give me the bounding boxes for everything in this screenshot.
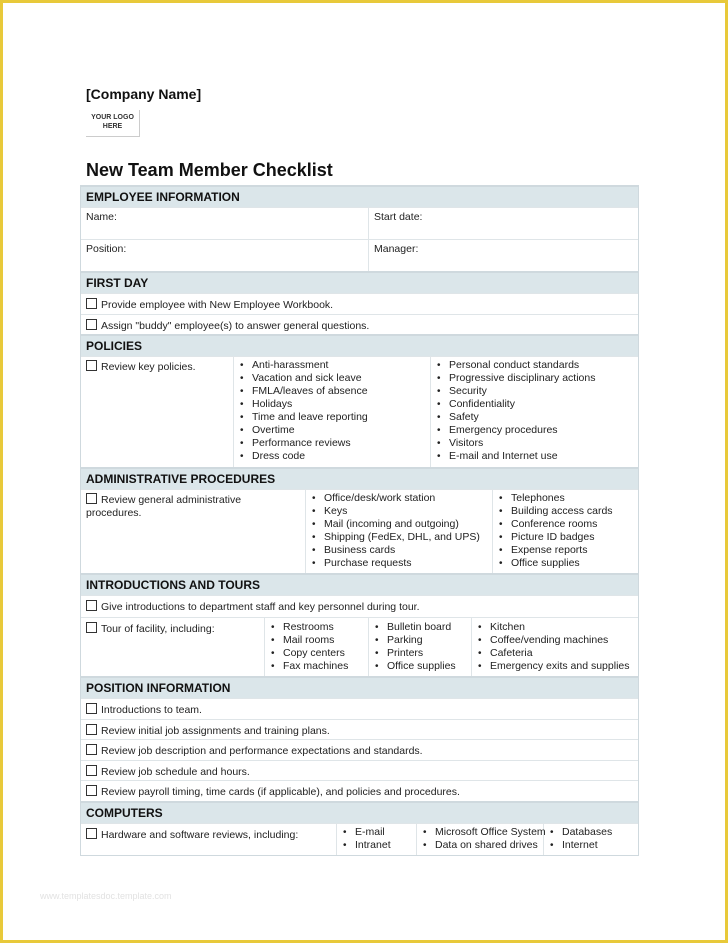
company-name: [Company Name] [86, 86, 202, 102]
tour-list-3 [471, 618, 638, 676]
list-item: • Conference rooms [497, 518, 634, 531]
list-item: • E-mail and Internet use [435, 450, 634, 463]
name-label: Name: [86, 211, 117, 223]
list-item: • Keys [310, 505, 488, 518]
list-item: • Intranet [341, 839, 412, 852]
checkbox[interactable] [86, 600, 97, 611]
list-item: • Picture ID badges [497, 531, 634, 544]
list-item: • Mail rooms [269, 634, 364, 647]
list-item: • Purchase requests [310, 557, 488, 570]
list-item: • Parking [373, 634, 467, 647]
list-item [81, 315, 638, 335]
task-label: Review initial job assignments and training plans. [101, 724, 330, 737]
checkbox[interactable] [86, 319, 97, 330]
task-label: Tour of facility, including: [101, 623, 215, 635]
checkbox[interactable] [86, 744, 97, 755]
list-item [81, 596, 638, 617]
list-item: • Microsoft Office System [421, 826, 539, 839]
list-item: • Business cards [310, 544, 488, 557]
list-item: • Confidentiality [435, 398, 634, 411]
task-label: Give introductions to department staff and key personnel during tour. [101, 601, 420, 613]
list-item [81, 761, 638, 781]
section-employee-information: EMPLOYEE INFORMATION [81, 185, 638, 207]
checklist-table [80, 185, 639, 856]
list-item: • Progressive disciplinary actions [435, 372, 634, 385]
position-label: Position: [86, 243, 127, 255]
admin-list-2 [492, 490, 638, 573]
tour-list-1 [264, 618, 368, 676]
checkbox[interactable] [86, 298, 97, 309]
task-label: Hardware and software reviews, including: [101, 828, 299, 841]
list-item: • Internet [548, 839, 634, 852]
list-item: • Restrooms [269, 621, 364, 634]
list-item: • Time and leave reporting [238, 411, 426, 424]
section-introductions-and-tours: INTRODUCTIONS AND TOURS [81, 573, 638, 595]
checkbox[interactable] [86, 622, 97, 633]
list-item: • Bulletin board [373, 621, 467, 634]
list-item: • Cafeteria [476, 647, 634, 660]
list-item: • Databases [548, 826, 634, 839]
list-item: • Visitors [435, 437, 634, 450]
name-field[interactable] [81, 208, 368, 239]
list-item: • Office supplies [373, 660, 467, 673]
footer-watermark: www.templatesdoc.template.com [40, 891, 172, 901]
list-item: • Expense reports [497, 544, 634, 557]
checkbox[interactable] [86, 828, 97, 839]
list-item: • Dress code [238, 450, 426, 463]
checkbox[interactable] [86, 765, 97, 776]
computers-list-2 [416, 824, 546, 855]
list-item: • Holidays [238, 398, 426, 411]
list-item: • Emergency procedures [435, 424, 634, 437]
logo-placeholder: YOUR LOGO HERE [86, 110, 140, 137]
task-label: Introductions to team. [101, 704, 202, 716]
task-label-cont: procedures. [86, 507, 142, 519]
policies-list-2 [430, 357, 638, 467]
checkbox[interactable] [86, 724, 97, 735]
task-label: Review job schedule and hours. [101, 765, 250, 778]
list-item [81, 781, 638, 801]
list-item: • Performance reviews [238, 437, 426, 450]
list-item [81, 294, 638, 314]
task-label: Assign "buddy" employee(s) to answer general questions. [101, 319, 370, 332]
tour-list-2 [368, 618, 471, 676]
list-item: • Personal conduct standards [435, 359, 634, 372]
page-title: New Team Member Checklist [86, 160, 333, 180]
checkbox[interactable] [86, 360, 97, 371]
policies-list-1 [233, 357, 430, 467]
computers-list-3 [543, 824, 638, 855]
start-date-field[interactable] [368, 208, 638, 239]
list-item: • Telephones [497, 492, 634, 505]
task-label: Review payroll timing, time cards (if applicable), and policies and procedures. [101, 786, 460, 798]
list-item: • Kitchen [476, 621, 634, 634]
section-policies: POLICIES [81, 334, 638, 356]
section-first-day: FIRST DAY [81, 271, 638, 293]
list-item: • Mail (incoming and outgoing) [310, 518, 488, 531]
checkbox[interactable] [86, 785, 97, 796]
list-item: • Printers [373, 647, 467, 660]
task-label: Provide employee with New Employee Workbook. [101, 299, 334, 311]
list-item: • Overtime [238, 424, 426, 437]
list-item: • Office supplies [497, 557, 634, 570]
admin-list-1 [305, 490, 492, 573]
checkbox[interactable] [86, 703, 97, 714]
list-item [81, 740, 638, 760]
computers-task [81, 824, 336, 855]
list-item: • Vacation and sick leave [238, 372, 426, 385]
list-item: • Emergency exits and supplies [476, 660, 634, 673]
policies-task [81, 357, 233, 467]
list-item: • Office/desk/work station [310, 492, 488, 505]
start-date-label: Start date: [374, 211, 423, 223]
list-item: • Safety [435, 411, 634, 424]
task-label: Review key policies. [101, 361, 196, 373]
list-item [81, 720, 638, 740]
computers-list-1 [336, 824, 416, 855]
list-item: • Fax machines [269, 660, 364, 673]
section-position-information: POSITION INFORMATION [81, 676, 638, 698]
task-label: Review job description and performance expectations and standards. [101, 745, 423, 757]
manager-label: Manager: [374, 243, 419, 255]
task-label: Review general administrative [101, 494, 242, 506]
list-item: • Anti-harassment [238, 359, 426, 372]
list-item: • Shipping (FedEx, DHL, and UPS) [310, 531, 488, 544]
tour-task [81, 618, 264, 676]
section-computers: COMPUTERS [81, 801, 638, 823]
list-item: • Copy centers [269, 647, 364, 660]
list-item: • E-mail [341, 826, 412, 839]
list-item: • Coffee/vending machines [476, 634, 634, 647]
position-field[interactable] [81, 240, 368, 271]
list-item: • FMLA/leaves of absence [238, 385, 426, 398]
section-administrative-procedures: ADMINISTRATIVE PROCEDURES [81, 467, 638, 489]
checkbox[interactable] [86, 493, 97, 504]
manager-field[interactable] [368, 240, 638, 271]
list-item [81, 699, 638, 719]
admin-task [81, 490, 305, 573]
list-item: • Data on shared drives [421, 839, 539, 852]
list-item: • Security [435, 385, 634, 398]
list-item: • Building access cards [497, 505, 634, 518]
